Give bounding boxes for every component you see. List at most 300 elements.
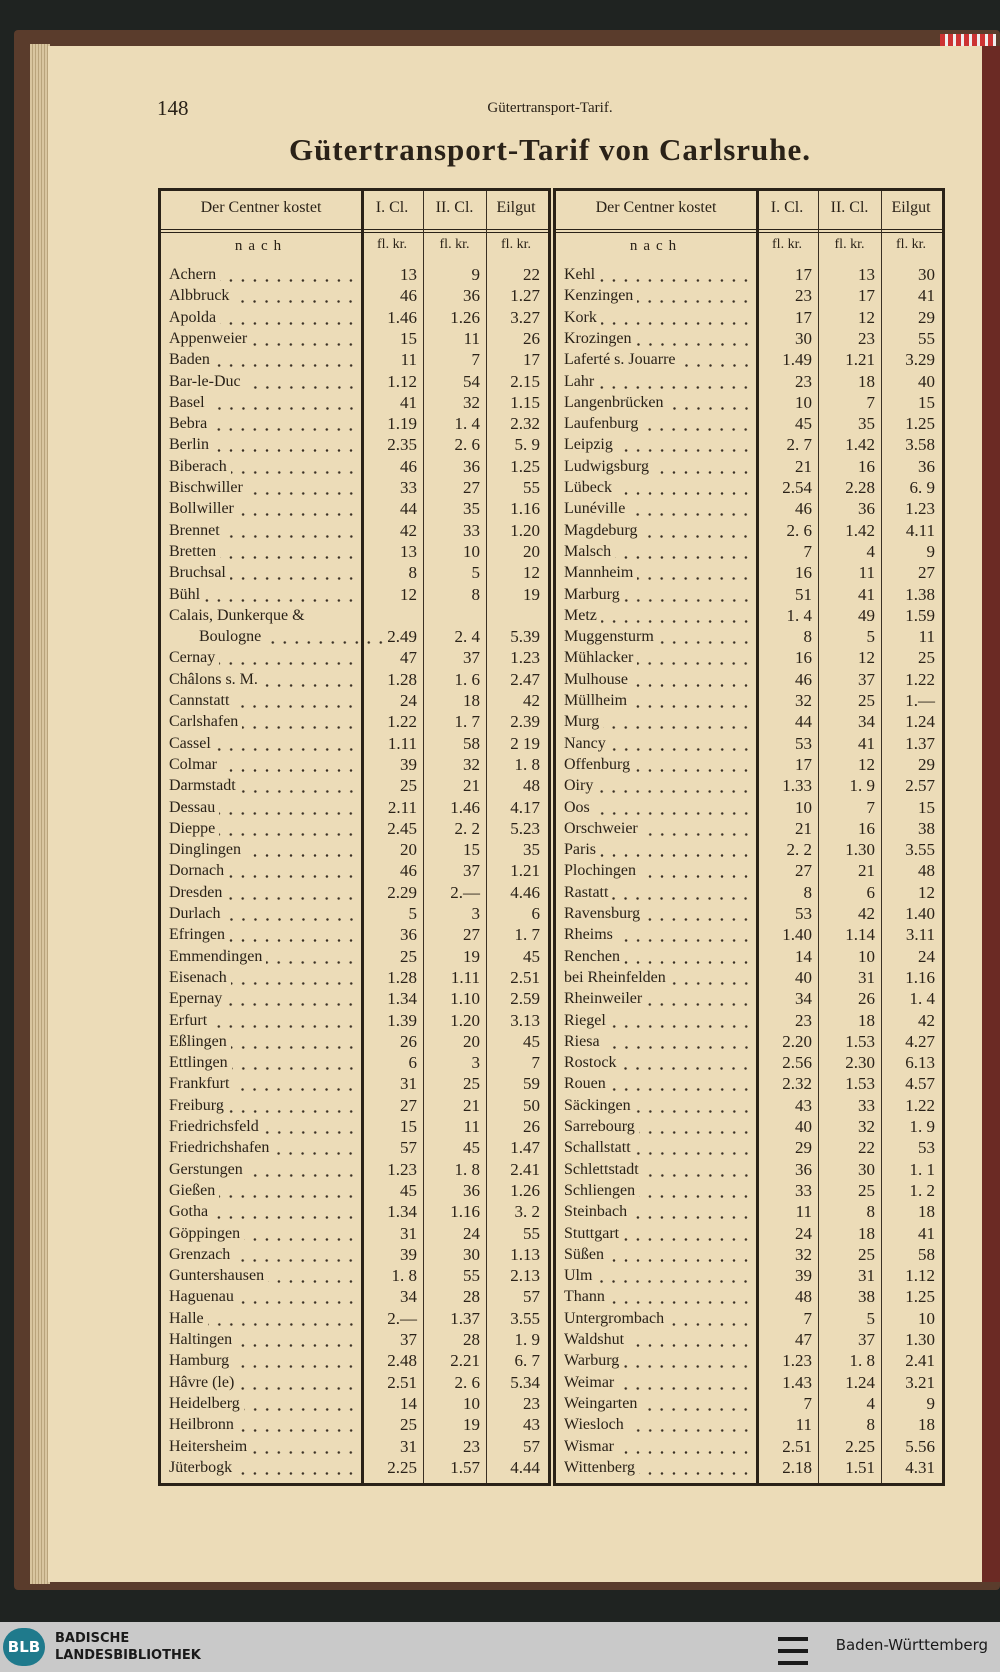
table-row xyxy=(556,1095,942,1116)
destination-name: Bebra xyxy=(169,415,208,433)
rate-express: 3.27 xyxy=(510,307,540,327)
table-row xyxy=(556,1031,942,1052)
destination-name: Heitersheim xyxy=(169,1437,248,1455)
rate-first-class: 27 xyxy=(795,861,812,881)
rate-express: 1.23 xyxy=(905,499,935,519)
rate-express: 19 xyxy=(523,584,540,604)
destination-name: Thann xyxy=(564,1288,605,1306)
library-name[interactable] xyxy=(55,1630,201,1664)
blb-logo[interactable]: BLB xyxy=(3,1628,45,1666)
table-row xyxy=(556,1372,942,1393)
rate-express: 2.13 xyxy=(510,1266,540,1286)
table-row xyxy=(161,413,548,434)
destination-name: Sarrebourg xyxy=(564,1118,635,1135)
rate-first-class: 44 xyxy=(400,499,417,519)
leader-dots xyxy=(617,924,752,945)
leader-dots xyxy=(680,349,753,370)
destination-name: Leipzig xyxy=(564,436,613,454)
table-row xyxy=(556,498,942,519)
destination-name: Kork xyxy=(564,308,597,326)
leader-dots xyxy=(639,1457,752,1478)
rate-first-class: 2.54 xyxy=(782,478,812,497)
leader-dots xyxy=(641,1393,752,1414)
destination-name: Calais, Dunkerque & xyxy=(169,606,305,624)
destination-cell xyxy=(169,967,357,988)
destination-cell xyxy=(564,1372,752,1393)
destination-cell xyxy=(169,733,357,754)
destination-cell xyxy=(564,1137,752,1158)
rate-express: 25 xyxy=(918,648,935,668)
rate-express: 2.15 xyxy=(510,371,540,391)
destination-cell xyxy=(169,647,357,668)
leader-dots xyxy=(240,775,357,796)
rate-second-class: 1. 8 xyxy=(849,1351,875,1371)
rate-express: 1.37 xyxy=(905,733,935,753)
destination-cell xyxy=(564,967,752,988)
table-row xyxy=(161,1350,548,1371)
destination-cell xyxy=(564,1095,752,1116)
leader-dots xyxy=(226,988,357,1009)
destination-cell xyxy=(169,1329,357,1350)
rate-first-class: 1.39 xyxy=(387,1010,417,1030)
leader-dots xyxy=(620,1052,752,1073)
rate-express: 3.11 xyxy=(905,925,935,945)
leader-dots xyxy=(233,285,357,306)
rate-express: 1.16 xyxy=(905,967,935,987)
destination-name: Hâvre (le) xyxy=(169,1373,235,1391)
rate-first-class: 11 xyxy=(795,1415,812,1435)
table-row xyxy=(161,669,548,690)
destination-name: Schallstatt xyxy=(564,1139,631,1157)
destination-cell xyxy=(169,946,357,967)
rate-first-class: 10 xyxy=(795,797,812,817)
rate-express: 1.25 xyxy=(510,456,540,476)
rate-express: 5.56 xyxy=(905,1436,935,1456)
destination-name: Offenburg xyxy=(564,755,631,773)
rate-second-class: 21 xyxy=(858,861,875,881)
rate-first-class: 31 xyxy=(400,1074,417,1094)
rate-second-class: 11 xyxy=(463,328,480,348)
table-row xyxy=(161,988,548,1009)
leader-dots xyxy=(631,1201,752,1222)
table-row xyxy=(556,392,942,413)
rate-first-class: 1.43 xyxy=(782,1372,812,1392)
destination-name: Darmstadt xyxy=(169,777,236,795)
table-row xyxy=(161,1073,548,1094)
destination-name: Achern xyxy=(169,266,217,283)
destination-cell xyxy=(169,1436,357,1457)
rate-second-class: 1.16 xyxy=(450,1202,480,1222)
rate-express: 55 xyxy=(523,1223,540,1243)
table-row xyxy=(556,1223,942,1244)
destination-cell xyxy=(564,307,752,328)
rate-first-class: 13 xyxy=(400,541,417,561)
leader-dots xyxy=(603,711,752,732)
rate-express: 5.39 xyxy=(510,627,540,647)
destination-cell xyxy=(169,413,357,434)
leader-dots xyxy=(238,1414,357,1435)
rate-second-class: 1.37 xyxy=(450,1308,480,1328)
rate-first-class: 26 xyxy=(400,1031,417,1051)
rate-first-class: 10 xyxy=(795,392,812,412)
rate-second-class: 2.28 xyxy=(845,478,875,497)
rate-first-class: 48 xyxy=(795,1287,812,1307)
rate-express: 3.29 xyxy=(905,350,935,370)
rate-express: 4.27 xyxy=(905,1031,935,1051)
table-row xyxy=(161,1223,548,1244)
rate-second-class: 33 xyxy=(463,520,480,540)
rate-second-class: 1. 6 xyxy=(454,669,480,689)
rate-first-class: 31 xyxy=(400,1223,417,1243)
destination-name: Rastatt xyxy=(564,883,609,901)
destination-name: Cannstatt xyxy=(169,692,230,709)
rate-first-class: 45 xyxy=(400,1180,417,1200)
rate-express: 3.21 xyxy=(905,1372,935,1392)
table-row xyxy=(161,371,548,392)
rate-express: 15 xyxy=(918,392,935,412)
rate-second-class: 35 xyxy=(858,414,875,434)
destination-name: Metz xyxy=(564,606,597,624)
rate-first-class: 53 xyxy=(795,733,812,753)
destination-name: Steinbach xyxy=(564,1203,628,1221)
rate-express: 26 xyxy=(523,1117,540,1136)
rate-express: 10 xyxy=(918,1308,935,1328)
rate-first-class: 29 xyxy=(795,1138,812,1158)
rate-express: 12 xyxy=(523,563,540,583)
leader-dots xyxy=(251,1436,357,1457)
leader-dots xyxy=(618,1436,752,1457)
rate-express: 1.59 xyxy=(905,605,935,625)
rate-express: 1.15 xyxy=(510,392,540,412)
leader-dots xyxy=(642,818,752,839)
leader-dots xyxy=(615,541,752,562)
leader-dots xyxy=(215,733,357,754)
rate-express: 1. 4 xyxy=(909,989,935,1009)
rate-first-class: 36 xyxy=(400,925,417,945)
destination-name: Freiburg xyxy=(169,1096,224,1114)
rate-second-class: 37 xyxy=(463,648,480,668)
rate-first-class: 2. 7 xyxy=(786,435,812,455)
rate-first-class: 32 xyxy=(795,1244,812,1264)
table-row xyxy=(161,562,548,583)
tariff-table-left xyxy=(158,188,551,1486)
rate-first-class: 25 xyxy=(400,1415,417,1435)
table-row xyxy=(556,605,942,626)
leader-dots xyxy=(642,413,752,434)
rate-second-class: 25 xyxy=(858,1180,875,1200)
rate-express: 35 xyxy=(523,840,540,860)
rate-second-class: 18 xyxy=(858,371,875,391)
leader-dots xyxy=(635,1095,752,1116)
rate-second-class: 35 xyxy=(463,499,480,519)
destination-cell xyxy=(169,988,357,1009)
rate-express: 1.23 xyxy=(510,648,540,668)
leader-dots xyxy=(643,1159,752,1180)
leader-dots xyxy=(640,860,752,881)
leader-dots xyxy=(226,882,357,903)
destination-name: Nancy xyxy=(564,734,606,752)
rate-express: 23 xyxy=(523,1393,540,1413)
rate-second-class: 30 xyxy=(463,1244,480,1264)
rate-first-class: 39 xyxy=(400,754,417,774)
rate-second-class: 1.42 xyxy=(845,520,875,540)
destination-cell xyxy=(169,1265,357,1286)
rate-express: 1.16 xyxy=(510,499,540,519)
destination-name: Durlach xyxy=(169,905,221,922)
destination-cell xyxy=(169,1095,357,1116)
leader-dots xyxy=(262,669,357,690)
rate-first-class: 42 xyxy=(400,520,417,540)
leader-dots xyxy=(236,1457,357,1478)
rate-express: 1.30 xyxy=(905,1330,935,1349)
rate-first-class: 2. 6 xyxy=(786,520,812,540)
destination-cell xyxy=(169,690,357,711)
destination-cell xyxy=(169,1244,357,1265)
rate-second-class: 1.57 xyxy=(450,1457,480,1477)
rate-second-class: 11 xyxy=(463,1117,480,1136)
rate-express: 42 xyxy=(523,691,540,710)
rate-express: 1.38 xyxy=(905,584,935,604)
rate-first-class: 1.19 xyxy=(387,414,417,434)
rate-second-class: 1.51 xyxy=(845,1457,875,1477)
rate-express: 1.27 xyxy=(510,286,540,306)
destination-cell xyxy=(564,1244,752,1265)
rate-second-class: 1. 4 xyxy=(454,414,480,434)
footer-bar xyxy=(0,1622,1000,1672)
destination-name: Colmar xyxy=(169,755,217,773)
destination-cell xyxy=(169,328,357,349)
table-row xyxy=(161,1095,548,1116)
destination-name: Rostock xyxy=(564,1054,617,1072)
destination-name: Brennet xyxy=(169,521,220,539)
rate-express: 1.26 xyxy=(510,1180,540,1200)
rate-express: 57 xyxy=(523,1287,540,1307)
rate-second-class: 28 xyxy=(463,1287,480,1307)
table-row xyxy=(556,1265,942,1286)
header-col1: I. Cl. xyxy=(375,199,409,216)
rate-first-class: 25 xyxy=(400,946,417,966)
destination-cell xyxy=(564,328,752,349)
destination-name: Apolda xyxy=(169,308,217,326)
destination-cell xyxy=(169,1393,357,1414)
destination-name: Biberach xyxy=(169,457,227,475)
destination-name: Baden xyxy=(169,351,210,369)
rate-express: 6 xyxy=(531,904,540,923)
rate-first-class: 2. 2 xyxy=(786,840,812,860)
table-row xyxy=(161,1393,548,1414)
table-row xyxy=(556,1137,942,1158)
rate-second-class: 7 xyxy=(866,392,875,412)
leader-dots xyxy=(242,711,357,732)
leader-dots xyxy=(653,456,752,477)
destination-cell xyxy=(169,903,357,924)
destination-name: Laufenburg xyxy=(564,415,639,433)
table-row xyxy=(161,477,548,498)
destination-cell xyxy=(169,1180,357,1201)
destination-cell xyxy=(169,541,357,562)
leader-dots xyxy=(244,1223,357,1244)
header-unit: fl. kr. xyxy=(377,237,407,252)
leader-dots xyxy=(266,946,357,967)
destination-cell xyxy=(169,1457,357,1478)
leader-dots xyxy=(637,647,752,668)
rate-second-class: 18 xyxy=(858,1010,875,1030)
table-row xyxy=(161,456,548,477)
destination-name: Emmendingen xyxy=(169,947,263,965)
header-col3: Eilgut xyxy=(891,199,931,216)
table-row xyxy=(556,584,942,605)
destination-name: Riegel xyxy=(564,1011,606,1029)
table-row xyxy=(556,882,942,903)
rate-first-class: 23 xyxy=(795,1010,812,1030)
table-row xyxy=(161,1329,548,1350)
rate-first-class: 14 xyxy=(795,946,812,966)
table-row xyxy=(161,1308,548,1329)
rate-first-class: 2.29 xyxy=(387,882,417,902)
rate-first-class: 1.23 xyxy=(387,1159,417,1179)
rate-first-class: 8 xyxy=(408,563,417,583)
destination-name: Waldshut xyxy=(564,1331,625,1348)
destination-name: Boulogne xyxy=(199,628,262,646)
destination-name: Gießen xyxy=(169,1181,216,1199)
leader-dots xyxy=(219,647,357,668)
rate-second-class: 3 xyxy=(471,1053,480,1073)
leader-dots xyxy=(212,1201,357,1222)
rate-first-class: 11 xyxy=(795,1202,812,1222)
rate-express: 4.17 xyxy=(510,797,540,817)
rate-express: 4.57 xyxy=(905,1074,935,1094)
destination-cell xyxy=(564,733,752,754)
leader-dots xyxy=(637,562,752,583)
rate-second-class: 1.10 xyxy=(450,989,480,1009)
rate-first-class: 44 xyxy=(795,712,812,732)
rate-first-class: 1.34 xyxy=(387,989,417,1009)
table-row xyxy=(161,647,548,668)
leader-dots xyxy=(229,924,357,945)
rate-first-class: 25 xyxy=(400,776,417,796)
rate-express: 1.22 xyxy=(905,669,935,689)
leader-dots xyxy=(596,1265,752,1286)
rate-first-class: 15 xyxy=(400,328,417,348)
header-unit: fl. kr. xyxy=(772,237,802,252)
rate-second-class: 26 xyxy=(858,989,875,1009)
rate-second-class: 45 xyxy=(463,1138,480,1158)
destination-name: Plochingen xyxy=(564,862,636,880)
rate-second-class: 36 xyxy=(463,286,480,306)
destination-name: Riesa xyxy=(564,1032,600,1050)
state-name[interactable]: Baden-Württemberg xyxy=(835,1636,988,1654)
destination-name: Müllheim xyxy=(564,692,628,709)
destination-cell xyxy=(564,605,752,626)
rate-second-class: 1.46 xyxy=(450,797,480,817)
rate-first-class: 1.11 xyxy=(387,733,417,753)
rate-second-class: 25 xyxy=(858,1244,875,1264)
rate-first-class: 21 xyxy=(795,818,812,838)
leader-dots xyxy=(628,1329,752,1350)
rate-first-class: 1.23 xyxy=(782,1351,812,1371)
table-row xyxy=(161,1201,548,1222)
rate-first-class: 53 xyxy=(795,904,812,923)
rate-first-class: 2.56 xyxy=(782,1053,812,1073)
destination-cell xyxy=(564,690,752,711)
table-row xyxy=(556,626,942,647)
destination-name: Untergrombach xyxy=(564,1309,665,1327)
leader-dots xyxy=(247,1159,357,1180)
table-row xyxy=(556,711,942,732)
leader-dots xyxy=(245,839,357,860)
leader-dots xyxy=(668,1308,752,1329)
destination-cell xyxy=(169,1308,357,1329)
destination-cell xyxy=(169,498,357,519)
destination-name: Carlshafen xyxy=(169,713,239,731)
rate-second-class: 8 xyxy=(471,584,480,604)
leader-dots xyxy=(618,1372,752,1393)
leader-dots xyxy=(224,520,357,541)
rate-express: 20 xyxy=(523,541,540,561)
table-row xyxy=(161,584,548,605)
destination-cell xyxy=(169,392,357,413)
rate-express: 6. 9 xyxy=(909,478,935,497)
table-row xyxy=(161,349,548,370)
leader-dots xyxy=(220,307,357,328)
rate-first-class: 30 xyxy=(795,328,812,348)
destination-cell xyxy=(564,1180,752,1201)
leader-dots xyxy=(268,1265,357,1286)
rate-second-class: 30 xyxy=(858,1159,875,1179)
rate-first-class: 2.45 xyxy=(387,818,417,838)
rate-first-class: 1.28 xyxy=(387,669,417,689)
rate-express: 15 xyxy=(918,797,935,817)
destination-cell xyxy=(564,860,752,881)
rate-first-class: 41 xyxy=(400,392,417,412)
rate-express: 1. 2 xyxy=(909,1180,935,1200)
leader-dots xyxy=(597,775,752,796)
destination-cell xyxy=(564,1052,752,1073)
destination-name: Dornach xyxy=(169,862,225,880)
rate-first-class: 1.28 xyxy=(387,967,417,987)
rate-first-class: 2.35 xyxy=(387,435,417,455)
table-row xyxy=(161,1286,548,1307)
rate-first-class: 39 xyxy=(400,1244,417,1264)
destination-cell xyxy=(564,1223,752,1244)
rate-second-class: 25 xyxy=(463,1074,480,1094)
rate-second-class: 16 xyxy=(858,456,875,476)
destination-cell xyxy=(169,882,357,903)
leader-dots xyxy=(220,541,357,562)
rate-second-class: 12 xyxy=(858,754,875,774)
destination-name: Rheinweiler xyxy=(564,990,643,1008)
destination-name: Lunéville xyxy=(564,500,626,518)
leader-dots xyxy=(214,349,357,370)
destination-cell xyxy=(564,1350,752,1371)
rate-express: 1. 8 xyxy=(514,754,540,774)
destination-name: Châlons s. M. xyxy=(169,670,258,688)
table-row xyxy=(161,690,548,711)
destination-name: Renchen xyxy=(564,947,620,965)
destination-name: Rheims xyxy=(564,926,613,944)
table-row xyxy=(556,541,942,562)
rate-second-class: 3 xyxy=(471,904,480,923)
destination-name: Gotha xyxy=(169,1203,209,1221)
table-row xyxy=(556,754,942,775)
table-row xyxy=(161,498,548,519)
destination-cell xyxy=(564,988,752,1009)
leader-dots xyxy=(228,1095,357,1116)
rate-second-class: 54 xyxy=(463,371,480,391)
destination-cell xyxy=(169,711,357,732)
destination-name: Stuttgart xyxy=(564,1224,620,1242)
rate-second-class: 13 xyxy=(858,265,875,284)
